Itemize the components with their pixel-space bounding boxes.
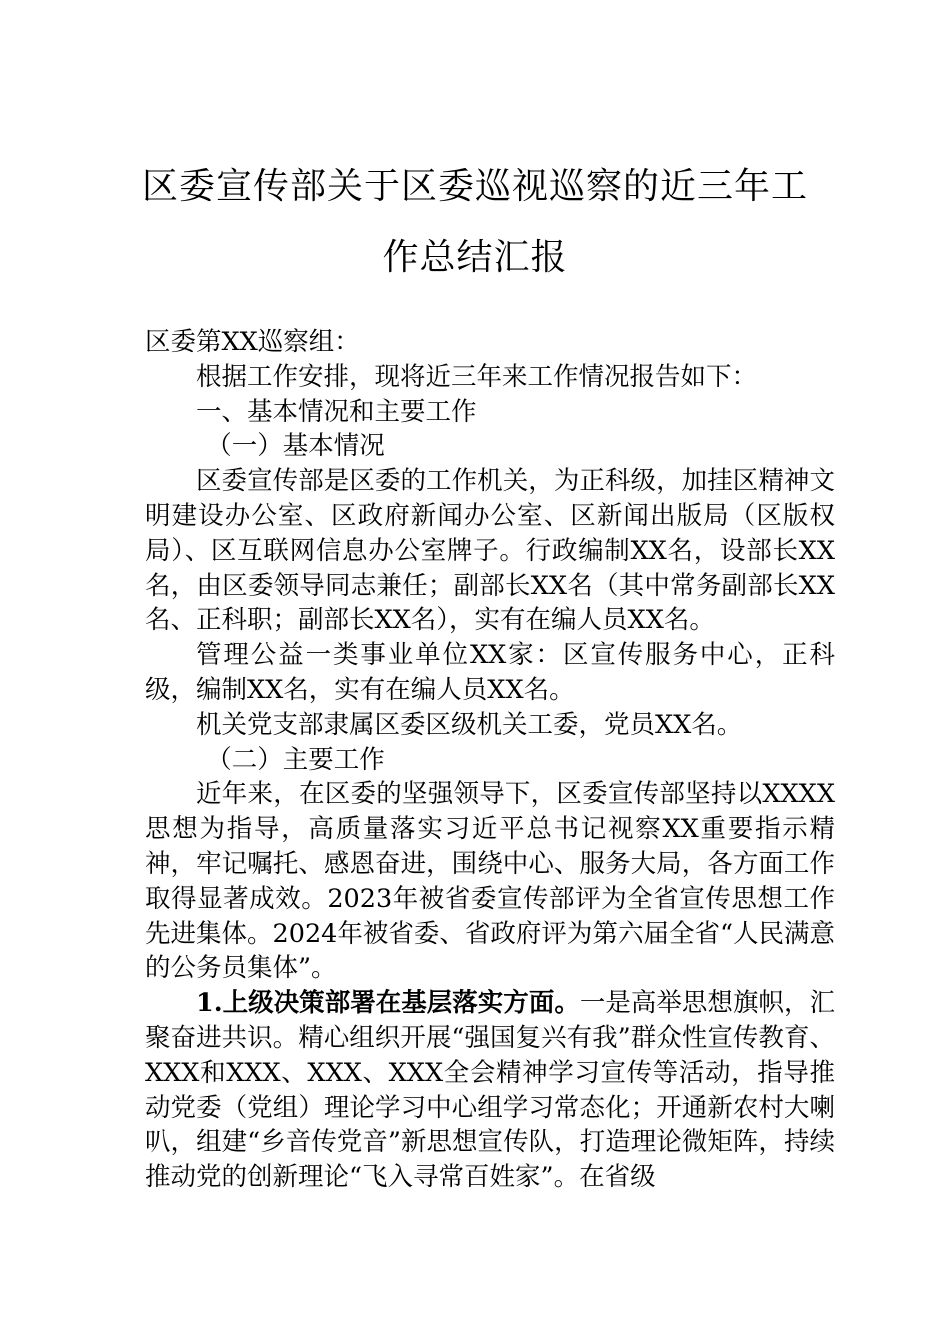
paragraph-item-1	[145, 986, 835, 1195]
intro-paragraph: 根据工作安排，现将近三年来工作情况报告如下：	[196, 361, 758, 392]
document-title-line-1: 区委宣传部关于区委巡视巡察的近三年工	[141, 166, 808, 207]
item-1-text: 一是高举思想旗帜，汇聚奋进共识。精心组织开展“强国复兴有我”群众性宣传教育、XXX和XXX、XXX、XXX全会精神学习宣传等活动，指导推动党委（党组）理论学习中心组学习常态化；开通新农村大喇叭，组建“乡音传党音”新思想宣传队，打造理论微矩阵，持续推动党的创新理论“飞入寻常百姓家”。在省级	[145, 988, 835, 1193]
paragraph-party-branch: 机关党支部隶属区委区级机关工委，党员XX名。	[196, 709, 743, 740]
subsection-heading-main-work: （二）主要工作	[206, 744, 385, 775]
salutation: 区委第XX巡察组：	[145, 327, 360, 357]
document-body	[145, 325, 835, 1195]
section-heading-1: 一、基本情况和主要工作	[196, 396, 477, 427]
paragraph-main-work-summary: 近年来，在区委的坚强领导下，区委宣传部坚持以XXXX思想为指导，高质量落实习近平总书记视察XX重要指示精神，牢记嘱托、感恩奋进，围绕中心、服务大局，各方面工作取得显著成效。2023年被省委宣传部评为全省宣传思想工作先进集体。2024年被省委、省政府评为第六届全省“人民满意的公务员集体”。	[145, 779, 835, 984]
item-1-heading: 1.上级决策部署在基层落实方面。	[196, 988, 580, 1019]
paragraph-public-institution: 管理公益一类事业单位XX家：区宣传服务中心，正科级，编制XX名，实有在编人员XX名。	[145, 640, 835, 705]
document-title-line-2: 作总结汇报	[382, 237, 568, 278]
subsection-heading-basic-info: （一）基本情况	[206, 431, 385, 462]
paragraph-dept-overview: 区委宣传部是区委的工作机关，为正科级，加挂区精神文明建设办公室、区政府新闻办公室、区新闻出版局（区版权局）、区互联网信息办公室牌子。行政编制XX名，设部长XX名，由区委领导同志兼任；副部长XX名（其中常务副部长XX名、正科职；副部长XX名），实有在编人员XX名。	[145, 466, 835, 636]
